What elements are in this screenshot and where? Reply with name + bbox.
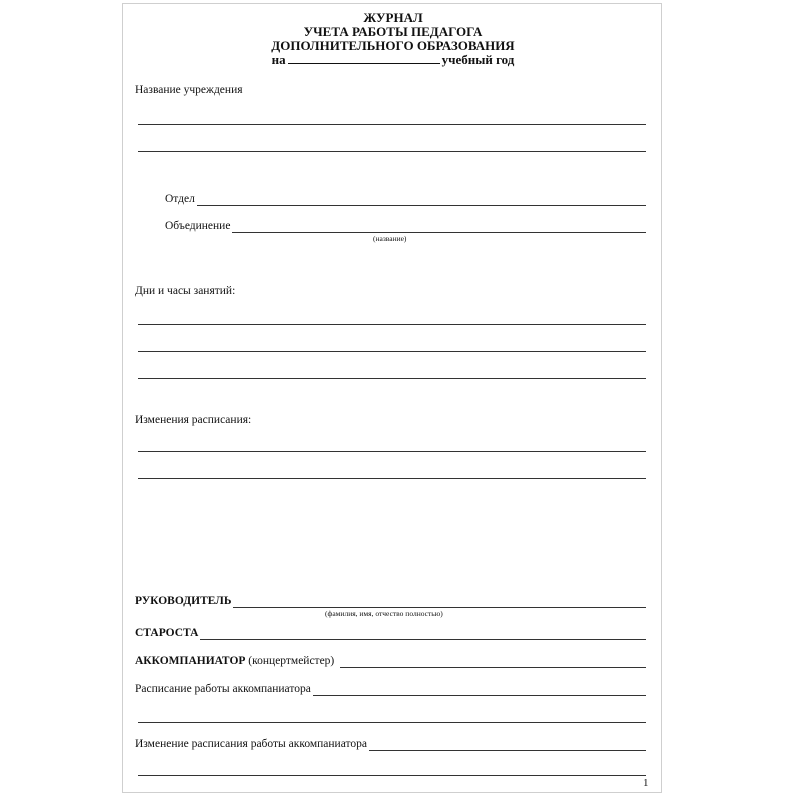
academic-year-line: [123, 53, 663, 67]
accompanist-blank[interactable]: [340, 656, 646, 668]
schedule-changes-label: Изменения расписания:: [135, 414, 252, 426]
elder-label: СТАРОСТА: [135, 627, 199, 639]
page-number: 1: [643, 777, 649, 789]
accompanist-schedule-changes-blank[interactable]: [369, 739, 646, 751]
accompanist-schedule-changes-label: Изменение расписания работы аккомпаниатора: [135, 738, 367, 750]
institution-label: Название учреждения: [135, 84, 243, 96]
schedule-line-2[interactable]: [138, 351, 646, 352]
year-suffix: учебный год: [441, 52, 515, 67]
schedule-line-1[interactable]: [138, 324, 646, 325]
director-field[interactable]: [135, 595, 646, 608]
institution-line-2[interactable]: [138, 151, 646, 152]
accompanist-schedule-changes-field[interactable]: [135, 738, 646, 751]
accompanist-schedule-line-2[interactable]: [138, 722, 646, 723]
schedule-changes-line-1[interactable]: [138, 451, 646, 452]
year-blank[interactable]: [288, 53, 440, 64]
journal-subtitle-1: УЧЕТА РАБОТЫ ПЕДАГОГА: [303, 24, 483, 39]
institution-line-1[interactable]: [138, 124, 646, 125]
association-label: Объединение: [165, 220, 231, 232]
association-blank[interactable]: [232, 221, 646, 233]
schedule-line-3[interactable]: [138, 378, 646, 379]
journal-subtitle-2: ДОПОЛНИТЕЛЬНОГО ОБРАЗОВАНИЯ: [271, 38, 515, 53]
accompanist-label: АККОМПАНИАТОР: [135, 655, 246, 667]
accompanist-schedule-blank[interactable]: [313, 684, 646, 696]
journal-title: ЖУРНАЛ: [363, 10, 423, 25]
director-label: РУКОВОДИТЕЛЬ: [135, 595, 232, 607]
accompanist-field[interactable]: [135, 655, 646, 668]
association-field[interactable]: [165, 220, 646, 233]
director-hint: (фамилия, имя, отчество полностью): [325, 609, 443, 618]
department-blank[interactable]: [197, 194, 646, 206]
department-label: Отдел: [165, 193, 195, 205]
accompanist-schedule-label: Расписание работы аккомпаниатора: [135, 683, 311, 695]
elder-blank[interactable]: [200, 628, 646, 640]
director-blank[interactable]: [233, 596, 646, 608]
elder-field[interactable]: [135, 627, 646, 640]
department-field[interactable]: [165, 193, 646, 206]
accompanist-label-rest: (концертмейстер): [248, 655, 335, 667]
accompanist-schedule-changes-line-2[interactable]: [138, 775, 646, 776]
association-hint: (название): [373, 234, 407, 243]
year-prefix: на: [271, 52, 286, 67]
schedule-label: Дни и часы занятий:: [135, 285, 236, 297]
document-page: [122, 3, 662, 793]
schedule-changes-line-2[interactable]: [138, 478, 646, 479]
accompanist-schedule-field[interactable]: [135, 683, 646, 696]
